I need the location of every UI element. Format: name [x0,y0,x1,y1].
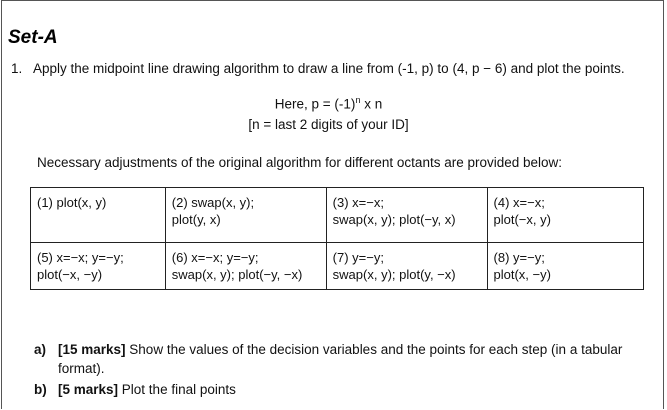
question-statement: Apply the midpoint line drawing algorithm to draw a line from (-1, p) to (4, p − 6) and plot the points. [33,61,625,76]
given-formula-suffix: x n [360,96,383,112]
sub-question-text: Plot the final points [118,382,236,397]
cell-line: swap(x, y); plot(y, −x) [332,267,456,282]
set-title: Set-A [8,27,58,48]
sub-question-a [34,340,654,378]
octant-cell-4 [487,188,643,243]
sub-question-label: a) [34,342,47,357]
octant-cell-1 [31,188,166,243]
octant-note: Necessary adjustments of the original algorithm for different octants are provided below: [37,155,563,170]
octant-cell-5 [31,243,166,290]
cell-line: plot(y, x) [171,212,221,227]
given-formula-exponent: n [355,95,361,105]
marks-badge: [15 marks] [58,342,126,357]
octant-cell-2 [165,188,326,243]
sub-question-b [34,380,654,399]
cell-line: (8) y=−y; [493,250,545,265]
cell-line: plot(−x, −y) [37,267,103,282]
table-row [31,243,644,290]
cell-line: (6) x=−x; y=−y; [171,250,259,265]
table-row [31,188,644,243]
cell-line: swap(x, y); plot(−y, −x) [171,267,303,282]
sub-question-text: Show the values of the decision variables and the points for each step (in a tabular format). [58,342,623,376]
given-formula-prefix: Here, p = (-1) [274,96,356,112]
cell-line: plot(−x, y) [493,212,551,227]
cell-line: (2) swap(x, y); [171,195,255,210]
question-text [11,61,625,76]
octant-cell-8 [487,243,643,290]
cell-line: (1) plot(x, y) [37,195,107,210]
cell-line: plot(x, −y) [493,267,551,282]
sub-question-label: b) [34,382,47,397]
cell-line: (4) x=−x; [493,195,545,210]
cell-line: (5) x=−x; y=−y; [37,250,124,265]
octant-cell-3 [326,188,487,243]
sub-questions [34,340,654,401]
cell-line: (3) x=−x; [332,195,384,210]
given-formula [0,95,662,112]
cell-line: swap(x, y); plot(−y, x) [332,212,456,227]
octant-cell-6 [165,243,326,290]
given-id-note: [n = last 2 digits of your ID] [248,117,409,132]
marks-badge: [5 marks] [58,382,119,397]
octants-table [30,187,644,290]
octant-cell-7 [326,243,487,290]
cell-line: (7) y=−y; [332,250,384,265]
question-number: 1. [11,61,23,76]
